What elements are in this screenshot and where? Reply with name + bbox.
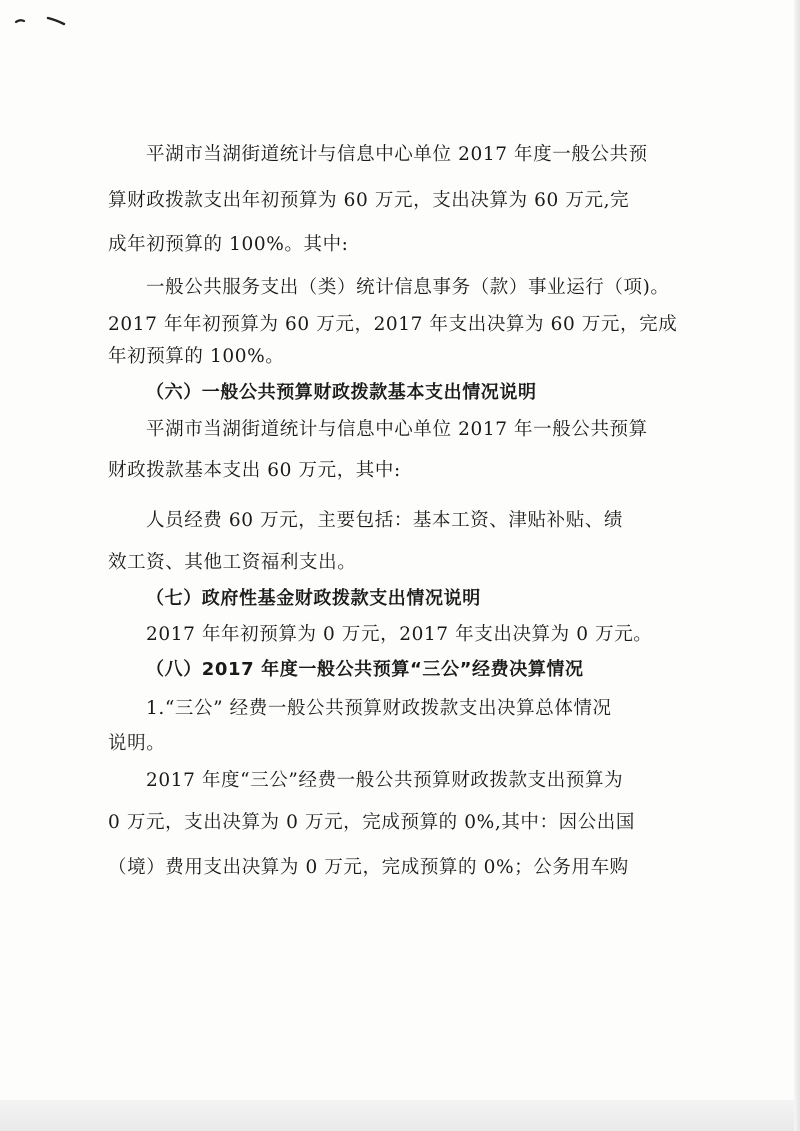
paragraph-1-line-1: 平湖市当湖街道统计与信息中心单位 2017 年度一般公共预 xyxy=(146,144,648,165)
paragraph-4-line-1: 人员经费 60 万元，主要包括：基本工资、津贴补贴、绩 xyxy=(146,510,624,531)
section-heading-6: （六）一般公共预算财政拨款基本支出情况说明 xyxy=(146,382,537,403)
page-bottom-edge xyxy=(0,1100,800,1131)
paragraph-7-line-1: 2017 年度“三公”经费一般公共预算财政拨款支出预算为 xyxy=(146,770,624,791)
paragraph-1-line-2: 算财政拨款支出年初预算为 60 万元，支出决算为 60 万元,完 xyxy=(108,190,630,211)
section-heading-7: （七）政府性基金财政拨款支出情况说明 xyxy=(146,588,481,609)
paragraph-6-line-1: 1.“三公” 经费一般公共预算财政拨款支出决算总体情况 xyxy=(146,698,612,719)
page-right-edge xyxy=(794,0,800,1131)
paragraph-1-line-3: 成年初预算的 100%。其中: xyxy=(108,234,349,255)
paragraph-5: 2017 年年初预算为 0 万元，2017 年支出决算为 0 万元。 xyxy=(146,624,653,645)
paragraph-7-line-3: （境）费用支出决算为 0 万元，完成预算的 0%；公务用车购 xyxy=(108,857,629,878)
paragraph-6-line-2: 说明。 xyxy=(108,733,166,754)
paragraph-7-line-2: 0 万元，支出决算为 0 万元，完成预算的 0%,其中：因公出国 xyxy=(108,812,635,833)
paragraph-2-line-3: 年初预算的 100%。 xyxy=(108,346,285,367)
paragraph-2-line-1: 一般公共服务支出（类）统计信息事务（款）事业运行（项)。 xyxy=(146,277,670,298)
paragraph-2-line-2: 2017 年年初预算为 60 万元，2017 年支出决算为 60 万元，完成 xyxy=(108,314,678,335)
paragraph-4-line-2: 效工资、其他工资福利支出。 xyxy=(108,552,357,573)
section-heading-8: （八）2017 年度一般公共预算“三公”经费决算情况 xyxy=(146,659,584,680)
paragraph-3-line-1: 平湖市当湖街道统计与信息中心单位 2017 年一般公共预算 xyxy=(146,419,648,440)
pen-mark-icon xyxy=(14,8,78,30)
paragraph-3-line-2: 财政拨款基本支出 60 万元，其中: xyxy=(108,460,401,481)
